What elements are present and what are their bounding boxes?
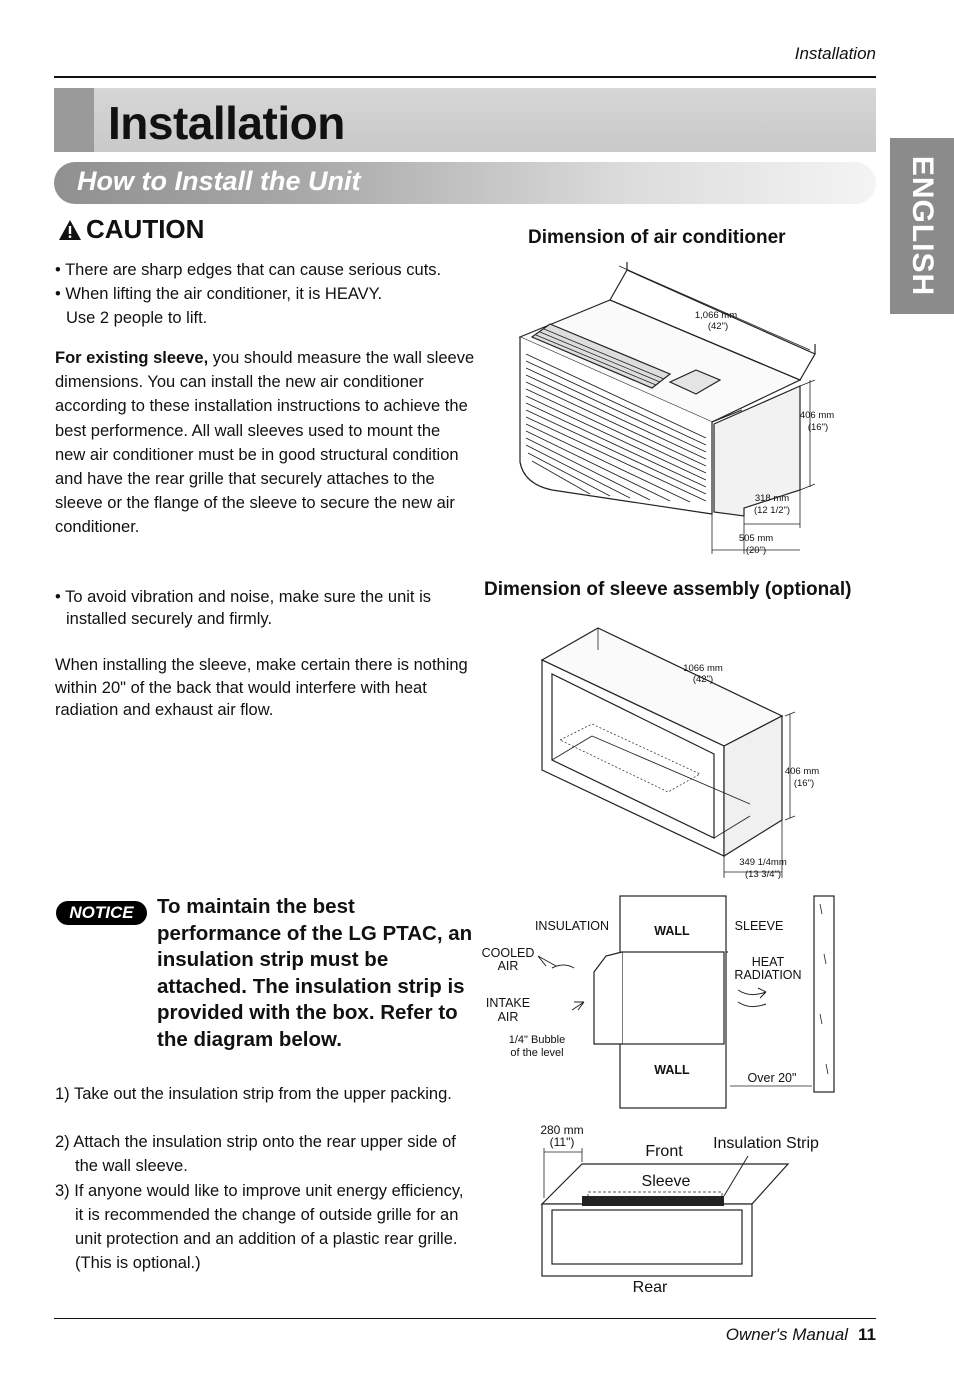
step-item: 1) Take out the insulation strip from the upper packing.	[55, 1085, 452, 1103]
notice-text: To maintain the best performance of the LG PTAC, an insulation strip must be attached. The insulation strip is provided with the box. Refer to the diagram below.	[157, 895, 473, 1051]
caution-heading	[58, 214, 204, 245]
caution-bullet: • When lifting the air conditioner, it is HEAVY.	[55, 285, 383, 304]
footer-manual: Owner's Manual	[725, 1325, 849, 1344]
wall-label-cooled-2: AIR	[497, 959, 519, 973]
strip-label-front: Front	[645, 1143, 683, 1160]
existing-sleeve-text: you should measure the wall sleeve dimensions. You can install the new air conditioner according to these installation instructions to achieve the best performence. All wall sleeves used to mount the new air conditioner must be in good structural condition and have the rear grille that securely attaches to the sleeve or the flange of the sleeve to secure the new air conditioner.	[55, 349, 475, 537]
wall-label-heat-1: HEAT	[751, 955, 785, 969]
wall-label-bubble-2: of the level	[510, 1047, 564, 1059]
top-rule	[54, 76, 876, 78]
strip-label-insulation: Insulation Strip	[713, 1135, 819, 1152]
wall-label-insulation: INSULATION	[534, 919, 610, 933]
ac-depth2-mm: 505 mm	[738, 533, 774, 544]
existing-sleeve-paragraph	[55, 346, 475, 540]
bottom-rule	[54, 1318, 876, 1319]
ac-height-in: (16")	[807, 422, 829, 433]
strip-width-in: (11")	[549, 1135, 575, 1149]
insulation-strip-diagram	[530, 1118, 840, 1300]
steps-list	[55, 1082, 475, 1275]
wall-label-intake-2: AIR	[497, 1010, 519, 1024]
wall-label-heat-2: RADIATION	[734, 968, 802, 982]
caution-bullets	[55, 258, 475, 331]
wall-label-bubble-1: 1/4" Bubble	[508, 1034, 566, 1046]
sleeve-height-in: (16")	[793, 778, 815, 789]
title-accent-block	[54, 88, 94, 152]
warning-triangle-icon	[58, 219, 82, 241]
ac-depth1-in: (12 1/2")	[753, 505, 791, 516]
existing-sleeve-lead: For existing sleeve,	[55, 349, 209, 367]
wall-label-cooled-1: COOLED	[481, 946, 535, 960]
ac-width-mm: 1,066 mm	[694, 310, 738, 321]
sleeve-width-in: (42")	[692, 674, 714, 685]
sleeve-dimension-heading: Dimension of sleeve assembly (optional)	[484, 579, 852, 600]
ac-height-mm: 406 mm	[799, 410, 835, 421]
page-number: 11	[858, 1325, 876, 1344]
ac-unit-diagram	[500, 262, 840, 562]
sleeve-width-mm: 1066 mm	[683, 663, 723, 674]
language-tab-label: ENGLISH	[906, 155, 940, 297]
ac-width-in: (42")	[707, 321, 729, 332]
ac-depth1-mm: 318 mm	[754, 493, 790, 504]
step-item: 2) Attach the insulation strip onto the rear upper side of the wall sleeve.	[55, 1133, 456, 1176]
vibration-bullet: • To avoid vibration and noise, make sure the unit is installed securely and firmly.	[55, 588, 432, 628]
sleeve-depth-in: (13 3/4")	[744, 869, 782, 880]
wall-label-intake-1: INTAKE	[485, 996, 531, 1010]
notice-badge: NOTICE	[56, 901, 147, 925]
footer	[680, 1325, 876, 1345]
wall-label-wall-top: WALL	[654, 924, 690, 938]
strip-label-rear: Rear	[632, 1279, 668, 1296]
wall-label-wall-bottom: WALL	[654, 1063, 690, 1077]
sleeve-note: When installing the sleeve, make certain there is nothing within 20" of the back that would interfere with heat radiation and exhaust air flow.	[55, 656, 468, 719]
sleeve-height-mm: 406 mm	[784, 766, 820, 777]
sleeve-depth-mm: 349 1/4mm	[739, 857, 787, 868]
wall-cross-section-diagram	[476, 894, 846, 1112]
ac-depth2-in: (20")	[745, 545, 767, 556]
strip-width-mm: 280 mm	[540, 1123, 584, 1137]
step-item: 3) If anyone would like to improve unit energy efficiency, it is recommended the change of outside grille for an unit protection and an addition of a plastic rear grille. (This is optional.)	[55, 1181, 464, 1273]
wall-label-over: Over 20"	[747, 1071, 797, 1085]
strip-label-sleeve: Sleeve	[641, 1173, 691, 1190]
ac-dimension-heading: Dimension of air conditioner	[528, 227, 786, 248]
caution-label: CAUTION	[86, 214, 205, 244]
sleeve-diagram	[520, 620, 840, 882]
running-head: Installation	[794, 44, 876, 63]
caution-bullet: • There are sharp edges that can cause serious cuts.	[55, 261, 442, 279]
caution-bullet: Use 2 people to lift.	[66, 309, 208, 328]
section-subtitle: How to Install the Unit	[77, 166, 361, 196]
wall-label-sleeve: SLEEVE	[734, 919, 784, 933]
page-title: Installation	[108, 97, 345, 149]
